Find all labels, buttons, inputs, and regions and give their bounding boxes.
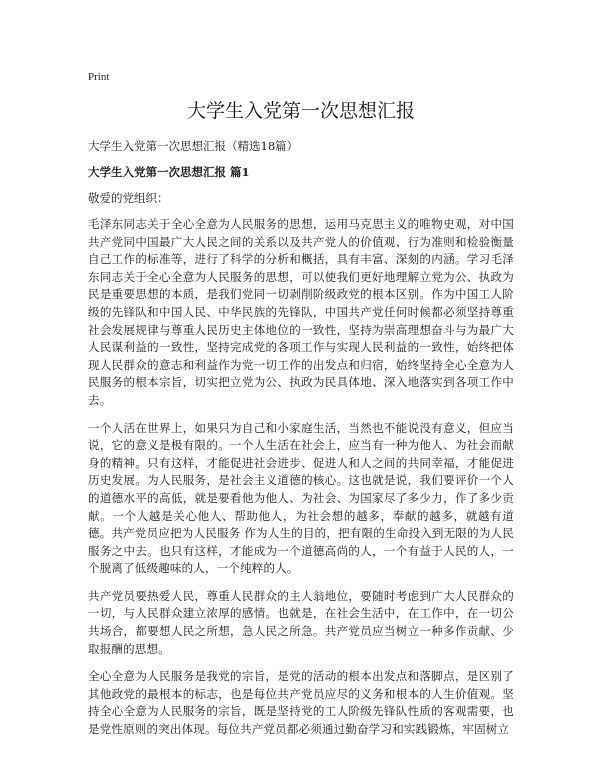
paragraph-1: 毛泽东同志关于全心全意为人民服务的思想，运用马克思主义的唯物史观，对中国共产党同中国最广大人民之间的关系以及共产党人的价值观、行为准则和检验衡量自己工作的标准等，进行了科学的分析和概括，具有丰富、深刻的内涵。学习毛泽东同志关于全心全意为人民服务的思想，可以使我们更好地理解立党为公、执政为民是重要思想的本质，是我们党同一切剥削阶级政党的根本区别。作为中国工人阶级的先锋队和中国人民、中华民族的先锋队，中国共产党任何时候都必须坚持尊重社会发展规律与尊重人民历史主体地位的一致性，坚持为崇高理想奋斗与为最广大人民谋利益的一致性，坚持完成党的各项工作与实现人民利益的一致性，始终把体现人民群众的意志和利益作为党一切工作的出发点和归宿，始终坚持全心全意为人民服务的根本宗旨，切实把立党为公、执政为民具体地、深入地落实到各项工作中去。 bbox=[88, 217, 514, 407]
paragraph-2: 一个人活在世界上，如果只为自己和小家庭生活，当然也不能说没有意义，但应当说，它的意义是极有限的。一个人生活在社会上，应当有一种为他人、为社会而献身的精神。只有这样，才能促进社会进步、促进人和人之间的共同幸福，才能促进历史发展。为人民服务，是社会主义道德的核心。这也就是说，我们要评价一个人的道德水平的高低，就是要看他为他人、为社会、为国家尽了多少力，作了多少贡献。一个人越是关心他人、帮助他人，为社会想的越多，奉献的越多，就越有道德。共产党员应把为人民服务 作为人生的目的，把有限的生命投入到无限的为人民服务之中去。也只有这样，才能成为一个道德高尚的人，一个有益于人民的人，一个脱离了低级趣味的人，一个纯粹的人。 bbox=[88, 420, 514, 576]
paragraph-3: 共产党员要热爱人民，尊重人民群众的主人翁地位，要随时考虑到广大人民群众的一切，与人民群众建立浓厚的感情。也就是，在社会生活中，在工作中，在一切公共场合，都要想人民之所想，急人民之所急。共产党员应当树立一种多作贡献、少取报酬的思想。 bbox=[88, 588, 514, 656]
section-heading: 大学生入党第一次思想汇报 篇1 bbox=[88, 165, 250, 179]
print-label[interactable]: Print bbox=[88, 71, 110, 83]
document-subtitle: 大学生入党第一次思想汇报（精选18篇） bbox=[88, 139, 299, 153]
document-page bbox=[88, 70, 514, 749]
paragraph-4: 全心全意为人民服务是我党的宗旨，是党的活动的根本出发点和落脚点，是区别了其他政党的最根本的标志，也是每位共产党员应尽的义务和根本的人生价值观。坚持全心全意为人民服务的宗旨，既是坚持党的工人阶级先锋队性质的客观需要，也是党性原则的突出体现。每位共产党员都必须通过勤奋学习和实践锻炼，牢固树立 bbox=[88, 669, 514, 737]
document-title: 大学生入党第一次思想汇报 bbox=[186, 100, 415, 122]
salutation: 敬爱的党组织： bbox=[88, 191, 169, 205]
